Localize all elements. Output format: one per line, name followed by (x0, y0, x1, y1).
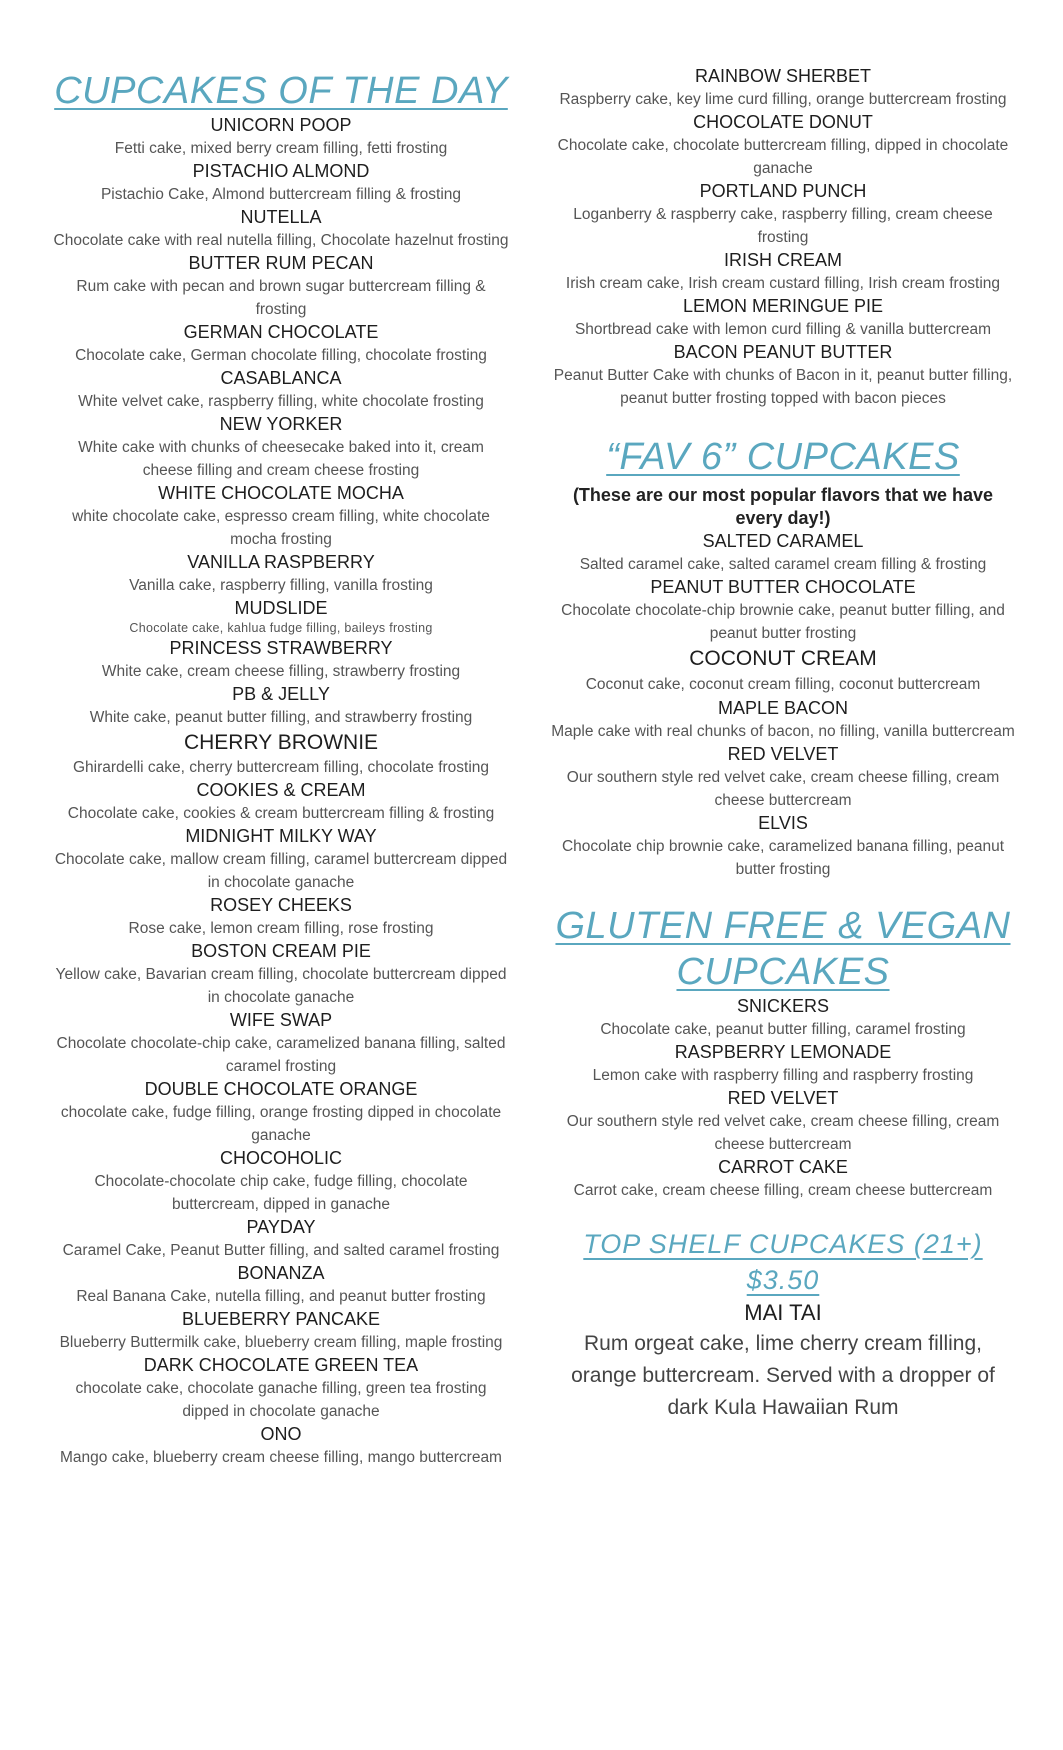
item-name: GERMAN CHOCOLATE (183, 322, 379, 342)
item-name: VANILLA RASPBERRY (187, 552, 375, 572)
item-desc: Rose cake, lemon cream filling, rose frosting (128, 920, 434, 937)
item-name: ELVIS (758, 813, 808, 833)
menu-item (548, 295, 1018, 341)
item-desc: Coconut cake, coconut cream filling, coconut buttercream (585, 676, 981, 693)
menu-item (52, 779, 510, 825)
item-desc: Rum orgeat cake, lime cherry cream filling, orange buttercream. Served with a dropper of dark Kula Hawaiian Rum (571, 1332, 995, 1419)
menu-item (548, 111, 1018, 180)
gluten-free-vegan-title-line2: CUPCAKES (676, 951, 890, 993)
item-desc: Caramel Cake, Peanut Butter filling, and salted caramel frosting (62, 1242, 500, 1259)
item-desc: Ghirardelli cake, cherry buttercream filling, chocolate frosting (72, 759, 490, 776)
item-desc: Irish cream cake, Irish cream custard filling, Irish cream frosting (565, 275, 1001, 292)
item-name: ROSEY CHEEKS (210, 895, 352, 915)
menu-item (52, 1308, 510, 1354)
item-desc: Our southern style red velvet cake, cream cheese filling, cream cheese buttercream (566, 769, 1000, 809)
item-name: COOKIES & CREAM (196, 780, 366, 800)
item-desc: chocolate cake, fudge filling, orange frosting dipped in chocolate ganache (60, 1104, 502, 1144)
item-name: PORTLAND PUNCH (699, 181, 867, 201)
menu-item (548, 743, 1018, 812)
menu-item (52, 321, 510, 367)
item-desc: Our southern style red velvet cake, cream cheese filling, cream cheese buttercream (566, 1113, 1000, 1153)
item-desc: Chocolate-chocolate chip cake, fudge filling, chocolate buttercream, dipped in ganache (94, 1173, 468, 1213)
item-name: MUDSLIDE (234, 598, 328, 618)
menu-item (562, 1298, 1004, 1424)
cupcakes-of-the-day-list (52, 114, 510, 1469)
item-desc: Real Banana Cake, nutella filling, and peanut butter frosting (76, 1288, 486, 1305)
item-name: SNICKERS (736, 996, 830, 1016)
item-name: BLUEBERRY PANCAKE (181, 1309, 381, 1329)
item-desc: Maple cake with real chunks of bacon, no filling, vanilla buttercream (551, 723, 1015, 740)
top-shelf-list (548, 1298, 1018, 1424)
item-name: PB & JELLY (232, 684, 330, 704)
menu-item (52, 1009, 510, 1078)
item-name: CHOCOLATE DONUT (693, 112, 873, 132)
cupcakes-of-the-day-title: CUPCAKES OF THE DAY (54, 70, 508, 112)
menu-item (52, 894, 510, 940)
menu-item (548, 65, 1018, 111)
menu-item (52, 413, 510, 482)
item-desc: Chocolate cake, chocolate buttercream filling, dipped in chocolate ganache (557, 137, 1009, 177)
item-desc: Loganberry & raspberry cake, raspberry filling, cream cheese frosting (573, 206, 993, 246)
item-desc: White cake with chunks of cheesecake baked into it, cream cheese filling and cream cheese frosting (78, 439, 484, 479)
item-desc: Yellow cake, Bavarian cream filling, chocolate buttercream dipped in chocolate ganache (55, 966, 507, 1006)
item-name: CHOCOHOLIC (219, 1148, 342, 1168)
item-desc: Chocolate chocolate-chip brownie cake, peanut butter filling, and peanut butter frosting (561, 602, 1005, 642)
menu-item (548, 697, 1018, 743)
menu-item (52, 729, 510, 779)
menu-item (548, 341, 1018, 410)
menu-item (52, 252, 510, 321)
item-name: PRINCESS STRAWBERRY (169, 638, 393, 658)
menu-item (548, 180, 1018, 249)
item-name: NEW YORKER (219, 414, 343, 434)
fav6-note: (These are our most popular flavors that we have every day!) (572, 485, 994, 528)
item-desc: Vanilla cake, raspberry filling, vanilla frosting (129, 577, 433, 594)
menu-item (548, 1087, 1018, 1156)
item-name: UNICORN POOP (210, 115, 352, 135)
item-desc: Chocolate cake with real nutella filling, Chocolate hazelnut frosting (53, 232, 509, 249)
item-name: BACON PEANUT BUTTER (673, 342, 893, 362)
menu-item (52, 206, 510, 252)
menu-item (548, 530, 1018, 576)
menu-item (52, 114, 510, 160)
item-name: RAINBOW SHERBET (694, 66, 872, 86)
gluten-free-vegan-title-line1: GLUTEN FREE & VEGAN (555, 905, 1011, 947)
item-name: MAI TAI (744, 1300, 822, 1325)
item-name: COCONUT CREAM (689, 647, 877, 670)
item-desc: Peanut Butter Cake with chunks of Bacon in it, peanut butter filling, peanut butter frosting topped with bacon pieces (553, 367, 1013, 407)
left-column (52, 68, 510, 1469)
menu-item (52, 551, 510, 597)
menu-item (548, 645, 1018, 697)
item-desc: Blueberry Buttermilk cake, blueberry cream filling, maple frosting (59, 1334, 503, 1351)
menu-item (52, 482, 510, 551)
item-name: RED VELVET (727, 744, 839, 764)
item-desc: white chocolate cake, espresso cream filling, white chocolate mocha frosting (72, 508, 490, 548)
menu-item (52, 1423, 510, 1469)
item-name: MAPLE BACON (717, 698, 849, 718)
item-name: ONO (260, 1424, 302, 1444)
item-name: CARROT CAKE (718, 1157, 848, 1177)
item-name: DARK CHOCOLATE GREEN TEA (143, 1355, 419, 1375)
item-name: RASPBERRY LEMONADE (674, 1042, 892, 1062)
item-name: BOSTON CREAM PIE (191, 941, 371, 961)
item-name: PEANUT BUTTER CHOCOLATE (650, 577, 916, 597)
item-desc: White cake, peanut butter filling, and strawberry frosting (89, 709, 473, 726)
menu-item (52, 1147, 510, 1216)
menu-item (52, 940, 510, 1009)
item-desc: Chocolate chip brownie cake, caramelized banana filling, peanut butter frosting (561, 838, 1005, 878)
right-column (548, 65, 1018, 1424)
menu-item (52, 1216, 510, 1262)
item-desc: Chocolate cake, German chocolate filling, chocolate frosting (75, 347, 487, 364)
menu-item (52, 160, 510, 206)
item-desc: Shortbread cake with lemon curd filling & vanilla buttercream (574, 321, 992, 338)
menu-item (548, 1156, 1018, 1202)
menu-item (548, 995, 1018, 1041)
item-desc: chocolate cake, chocolate ganache filling, green tea frosting dipped in chocolate ganache (75, 1380, 487, 1420)
gluten-free-vegan-title (548, 903, 1018, 995)
item-name: CHERRY BROWNIE (183, 731, 379, 754)
item-name: PISTACHIO ALMOND (192, 161, 370, 181)
menu-item (548, 576, 1018, 645)
item-name: LEMON MERINGUE PIE (682, 296, 884, 316)
item-desc: Pistachio Cake, Almond buttercream filling & frosting (100, 186, 462, 203)
item-desc: Chocolate cake, peanut butter filling, caramel frosting (600, 1021, 966, 1038)
item-name: BONANZA (237, 1263, 325, 1283)
item-name: RED VELVET (727, 1088, 839, 1108)
item-desc: Raspberry cake, key lime curd filling, orange buttercream frosting (559, 91, 1007, 108)
item-name: NUTELLA (240, 207, 322, 227)
menu-item (548, 812, 1018, 881)
item-desc: Fetti cake, mixed berry cream filling, fetti frosting (114, 140, 448, 157)
item-desc: Chocolate cake, mallow cream filling, caramel buttercream dipped in chocolate ganache (54, 851, 508, 891)
item-desc: Lemon cake with raspberry filling and raspberry frosting (592, 1067, 974, 1084)
item-desc: Carrot cake, cream cheese filling, cream cheese buttercream (573, 1182, 993, 1199)
item-desc: Rum cake with pecan and brown sugar buttercream filling & frosting (76, 278, 486, 318)
item-name: BUTTER RUM PECAN (188, 253, 374, 273)
menu-item (52, 825, 510, 894)
item-name: IRISH CREAM (723, 250, 842, 270)
item-desc: White cake, cream cheese filling, strawberry frosting (101, 663, 461, 680)
menu-item (52, 597, 510, 637)
menu-item (52, 637, 510, 683)
top-shelf-title (548, 1226, 1018, 1298)
item-desc: Chocolate cake, kahlua fudge filling, baileys frosting (129, 621, 433, 635)
top-shelf-title-line1: TOP SHELF CUPCAKES (21+) (583, 1229, 983, 1259)
fav6-list (548, 530, 1018, 881)
item-desc: Mango cake, blueberry cream cheese filling, mango buttercream (60, 1449, 502, 1466)
item-name: DOUBLE CHOCOLATE ORANGE (144, 1079, 418, 1099)
gluten-free-vegan-list (548, 995, 1018, 1202)
item-desc: Chocolate chocolate-chip cake, caramelized banana filling, salted caramel frosting (56, 1035, 506, 1075)
top-shelf-price: $3.50 (746, 1265, 820, 1295)
item-name: MIDNIGHT MILKY WAY (185, 826, 377, 846)
menu-item (548, 249, 1018, 295)
menu-item (52, 1262, 510, 1308)
item-desc: Chocolate cake, cookies & cream buttercream filling & frosting (67, 805, 495, 822)
menu-item (52, 367, 510, 413)
item-name: WHITE CHOCOLATE MOCHA (158, 483, 404, 503)
menu-item (548, 1041, 1018, 1087)
item-name: SALTED CARAMEL (702, 531, 864, 551)
cupcakes-of-the-day-continued (548, 65, 1018, 410)
menu-item (52, 1354, 510, 1423)
item-name: WIFE SWAP (229, 1010, 333, 1030)
item-desc: White velvet cake, raspberry filling, white chocolate frosting (78, 393, 484, 410)
fav6-title: “FAV 6” CUPCAKES (606, 436, 960, 478)
item-name: CASABLANCA (220, 368, 342, 388)
menu-item (52, 1078, 510, 1147)
menu-item (52, 683, 510, 729)
item-name: PAYDAY (246, 1217, 316, 1237)
item-desc: Salted caramel cake, salted caramel cream filling & frosting (579, 556, 987, 573)
